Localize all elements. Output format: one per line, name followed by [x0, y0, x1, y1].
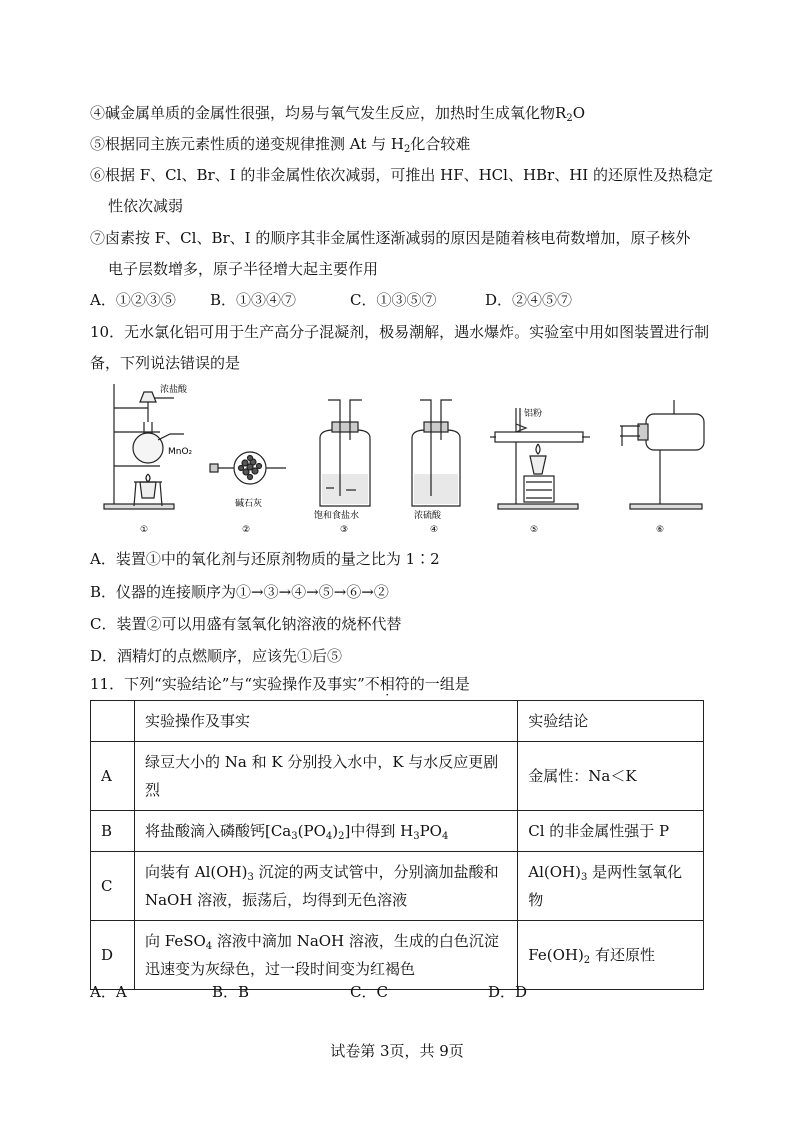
q9-option-b[interactable]: B．①③④⑦	[210, 291, 297, 309]
label-al: 铝粉	[524, 409, 543, 419]
q11-stem: 11．下列“实验结论”与“实验操作及事实”不相符的一组是	[90, 675, 470, 693]
apparatus-6-collection-bottle	[620, 400, 704, 509]
header-cell-fact: 实验操作及事实	[134, 701, 517, 742]
row-id: D	[91, 921, 135, 990]
q11-option-a[interactable]: A．A	[90, 983, 127, 1001]
q11-emphasis: 不相符	[364, 675, 410, 693]
q9-option-d[interactable]: D．②④⑤⑦	[485, 291, 573, 309]
q10-option-c[interactable]: C．装置②可以用盛有氢氧化钠溶液的烧杯代替	[90, 615, 402, 633]
q9-option-a[interactable]: A．①②③⑤	[90, 291, 176, 309]
label-hcl: 浓盐酸	[160, 385, 188, 395]
row-fact: 向装有 $Al(OH)_3$ 沉淀的两支试管中，分别滴加盐酸和 NaOH 溶液，振荡后，均得到无色溶液	[134, 852, 517, 921]
q9-option-c[interactable]: C．①③⑤⑦	[350, 291, 437, 309]
label-brine: 饱和食盐水	[314, 511, 360, 521]
header-cell-conclusion: 实验结论	[518, 701, 704, 742]
label-n2: ②	[242, 525, 251, 535]
q9-options	[90, 290, 572, 310]
apparatus-2-drying-tube	[210, 452, 286, 484]
q10-stem-line1: 10．无水氯化铝可用于生产高分子混凝剂，极易潮解，遇水爆炸。实验室中用如图装置进行制	[90, 323, 710, 341]
apparatus-4-wash-bottle	[412, 400, 460, 506]
label-n4: ④	[430, 525, 439, 535]
row-fact: 绿豆大小的 Na 和 K 分别投入水中，K 与水反应更剧烈	[134, 742, 517, 811]
table-row	[91, 852, 704, 921]
page-footer: 试卷第 3页，共 9页	[330, 1042, 464, 1060]
q11-option-d[interactable]: D．D	[488, 983, 528, 1001]
table-row	[91, 742, 704, 811]
row-fact: 向 FeSO$_4$ 溶液中滴加 NaOH 溶液，生成的白色沉淀迅速变为灰绿色，过一段时间变为红褐色	[134, 921, 517, 990]
label-n5: ⑤	[530, 525, 539, 535]
q10-option-b[interactable]: B．仪器的连接顺序为①→③→④→⑤→⑥→②	[90, 583, 389, 601]
row-id: B	[91, 811, 135, 852]
row-conclusion: Cl 的非金属性强于 P	[518, 811, 704, 852]
q10-stem-line2: 备，下列说法错误的是	[90, 354, 241, 372]
table-row	[91, 811, 704, 852]
row-id: A	[91, 742, 135, 811]
label-n1: ①	[140, 525, 149, 535]
table-header-row	[91, 701, 704, 742]
apparatus-5-reaction-tube	[490, 408, 590, 509]
apparatus-svg	[100, 378, 720, 538]
table-row	[91, 921, 704, 990]
label-n3: ③	[340, 525, 349, 535]
item-7-line2: 电子层数增多，原子半径增大起主要作用	[108, 260, 379, 278]
row-fact: 将盐酸滴入磷酸钙$[Ca_3(PO_4)_2]$中得到 $H_3PO_4$	[134, 811, 517, 852]
item-6-line2: 性依次减弱	[108, 197, 184, 215]
row-conclusion: $Al(OH)_3$ 是两性氢氧化物	[518, 852, 704, 921]
label-acid: 浓硫酸	[414, 511, 442, 521]
item-7-line1: ⑦卤素按 F、Cl、Br、I 的顺序其非金属性逐渐减弱的原因是随着核电荷数增加，原子核外	[90, 229, 691, 247]
label-n6: ⑥	[656, 525, 665, 535]
label-mno2: MnO₂	[168, 447, 193, 457]
q10-option-a[interactable]: A．装置①中的氧化剂与还原剂物质的量之比为 1∶2	[90, 550, 440, 568]
q11-options	[90, 982, 527, 1002]
apparatus-3-wash-bottle	[320, 400, 370, 506]
apparatus-figure	[100, 378, 720, 538]
q10-option-d[interactable]: D．酒精灯的点燃顺序，应该先①后⑤	[90, 647, 343, 665]
row-id: C	[91, 852, 135, 921]
row-conclusion: 金属性：Na＜K	[518, 742, 704, 811]
q11-table	[90, 700, 704, 990]
q11-option-c[interactable]: C．C	[350, 983, 388, 1001]
item-4: ④碱金属单质的金属性很强，均易与氧气发生反应，加热时生成氧化物$R_2O$	[90, 104, 585, 124]
header-cell-empty	[91, 701, 135, 742]
q11-option-b[interactable]: B．B	[212, 983, 250, 1001]
label-lime: 碱石灰	[235, 499, 263, 509]
item-6-line1: ⑥根据 F、Cl、Br、I 的非金属性依次减弱，可推出 HF、HCl、HBr、HI 的还原性及热稳定	[90, 166, 714, 184]
item-5: ⑤根据同主族元素性质的递变规律推测 At 与 $H_2$化合较难	[90, 135, 471, 155]
row-conclusion: $Fe(OH)_2$ 有还原性	[518, 921, 704, 990]
